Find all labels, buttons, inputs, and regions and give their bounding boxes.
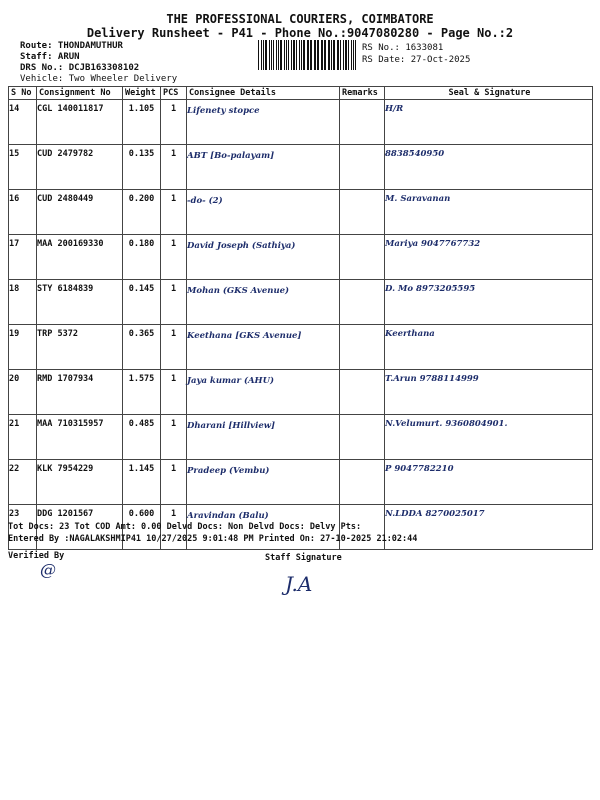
barcode-bar (303, 40, 304, 70)
barcode-bar (324, 40, 325, 70)
barcode-bar (353, 40, 354, 70)
cell-signature: T.Arun 9788114999 (385, 370, 593, 415)
cell-consignment: KLK 7954229 (37, 460, 123, 505)
cell-consignment: RMD 1707934 (37, 370, 123, 415)
table-row (9, 460, 593, 505)
cell-weight: 0.180 (123, 235, 161, 280)
table-row (9, 370, 593, 415)
totals-line: Tot Docs: 23 Tot COD Amt: 0.00 Delvd Docs: Non Delvd Docs: Delvy Pts: (8, 522, 362, 532)
route-label: Route: THONDAMUTHUR (20, 41, 123, 51)
cell-consignment: TRP 5372 (37, 325, 123, 370)
cell-remarks (340, 415, 385, 460)
cell-sno: 20 (9, 370, 37, 415)
cell-sno: 22 (9, 460, 37, 505)
table-row (9, 415, 593, 460)
col-weight: Weight (123, 87, 161, 100)
barcode-bar (273, 40, 274, 70)
cell-signature: H/R (385, 100, 593, 145)
staff-signature-label: Staff Signature (265, 553, 342, 563)
cell-sno: 15 (9, 145, 37, 190)
barcode-bar (269, 40, 270, 70)
barcode-bar (271, 40, 272, 70)
cell-consignee: -do- (2) (187, 190, 340, 235)
cell-pcs: 1 (161, 505, 187, 550)
barcode-bar (333, 40, 334, 70)
cell-weight: 0.135 (123, 145, 161, 190)
company-name: THE PROFESSIONAL COURIERS, COIMBATORE (166, 12, 434, 26)
cell-signature: Keerthana (385, 325, 593, 370)
staff-label: Staff: ARUN (20, 52, 80, 62)
barcode-bar (307, 40, 308, 70)
staff-signature-mark: J.A (285, 572, 313, 596)
barcode-bar (340, 40, 341, 70)
cell-pcs: 1 (161, 415, 187, 460)
barcode-bar (280, 40, 282, 70)
barcode-bar (314, 40, 315, 70)
barcode-bar (299, 40, 300, 70)
table-header-row (9, 87, 593, 100)
cell-consignee: ABT [Bo-palayam] (187, 145, 340, 190)
cell-consignee: Dharani [Hillview] (187, 415, 340, 460)
cell-pcs: 1 (161, 280, 187, 325)
cell-consignment: STY 6184839 (37, 280, 123, 325)
cell-remarks (340, 370, 385, 415)
cell-pcs: 1 (161, 100, 187, 145)
barcode-bar (293, 40, 295, 70)
cell-sno: 17 (9, 235, 37, 280)
table-row (9, 325, 593, 370)
barcode-bar (321, 40, 322, 70)
barcode-bar (288, 40, 289, 70)
barcode-bar (318, 40, 319, 70)
cell-weight: 1.145 (123, 460, 161, 505)
cell-remarks (340, 145, 385, 190)
cell-weight: 0.145 (123, 280, 161, 325)
table-row (9, 190, 593, 235)
cell-signature: 8838540950 (385, 145, 593, 190)
table-row (9, 280, 593, 325)
barcode-bar (301, 40, 302, 70)
barcode-bar (308, 40, 309, 70)
cell-sno: 16 (9, 190, 37, 235)
cell-signature: P 9047782210 (385, 460, 593, 505)
cell-pcs: 1 (161, 370, 187, 415)
rs-number: RS No.: 1633081 (362, 43, 444, 53)
cell-consignee: Lifenety stopce (187, 100, 340, 145)
col-pcs: PCS (161, 87, 187, 100)
verified-by-label: Verified By (8, 551, 65, 561)
cell-consignee: Keethana [GKS Avenue] (187, 325, 340, 370)
verified-signature-mark: @ (40, 560, 56, 579)
cell-remarks (340, 100, 385, 145)
cell-sno: 14 (9, 100, 37, 145)
cell-signature: N.LDDA 8270025017 (385, 505, 593, 550)
cell-consignee: Aravindan (Balu) (187, 505, 340, 550)
barcode-bar (338, 40, 339, 70)
cell-weight: 0.365 (123, 325, 161, 370)
barcode-bar (325, 40, 326, 70)
cell-consignee: Jaya kumar (AHU) (187, 370, 340, 415)
barcode-bar (291, 40, 292, 70)
barcode-bar (296, 40, 297, 70)
table-row (9, 100, 593, 145)
cell-pcs: 1 (161, 145, 187, 190)
table-row (9, 235, 593, 280)
col-remarks: Remarks (340, 87, 385, 100)
runsheet-subtitle: Delivery Runsheet - P41 - Phone No.:9047080280 - Page No.:2 (86, 26, 514, 40)
cell-pcs: 1 (161, 460, 187, 505)
cell-signature: Mariya 9047767732 (385, 235, 593, 280)
col-signature: Seal & Signature (385, 87, 593, 100)
cell-sno: 18 (9, 280, 37, 325)
drs-label: DRS No.: DCJB163308102 (20, 63, 140, 73)
entered-by-line: Entered By :NAGALAKSHMIP41 10/27/2025 9:01:48 PM Printed On: 27-10-2025 21:02:44 (8, 534, 418, 544)
barcode-bar (337, 40, 338, 70)
cell-sno: 21 (9, 415, 37, 460)
barcode-bar (348, 40, 349, 70)
barcode-bar (284, 40, 285, 70)
barcode-bar (351, 40, 352, 70)
cell-remarks (340, 325, 385, 370)
barcode-bar (355, 40, 356, 70)
cell-weight: 0.485 (123, 415, 161, 460)
barcode-bar (345, 40, 347, 70)
barcode-bar (258, 40, 259, 70)
cell-signature: N.Velumurt. 9360804901. (385, 415, 593, 460)
col-consignment: Consignment No (37, 87, 123, 100)
barcode-bar (328, 40, 330, 70)
cell-remarks (340, 280, 385, 325)
cell-consignment: CGL 140011817 (37, 100, 123, 145)
barcode-bar (310, 40, 312, 70)
barcode-bar (286, 40, 287, 70)
cell-weight: 0.200 (123, 190, 161, 235)
table-row (9, 145, 593, 190)
barcode-bar (317, 40, 318, 70)
cell-pcs: 1 (161, 190, 187, 235)
rs-date: RS Date: 27-Oct-2025 (362, 55, 471, 65)
barcode-bar (261, 40, 262, 70)
cell-signature: M. Saravanan (385, 190, 593, 235)
cell-remarks (340, 190, 385, 235)
col-sno: S No (9, 87, 37, 100)
cell-remarks (340, 460, 385, 505)
col-consignee: Consignee Details (187, 87, 340, 100)
barcode-bar (331, 40, 332, 70)
barcode-bar (276, 40, 277, 70)
cell-signature: D. Mo 8973205595 (385, 280, 593, 325)
cell-consignment: CUD 2480449 (37, 190, 123, 235)
cell-consignee: David Joseph (Sathiya) (187, 235, 340, 280)
cell-weight: 1.575 (123, 370, 161, 415)
cell-sno: 23 (9, 505, 37, 550)
cell-pcs: 1 (161, 325, 187, 370)
cell-sno: 19 (9, 325, 37, 370)
barcode (258, 40, 358, 70)
cell-consignee: Mohan (GKS Avenue) (187, 280, 340, 325)
cell-consignment: MAA 710315957 (37, 415, 123, 460)
cell-weight: 1.105 (123, 100, 161, 145)
vehicle-label: Vehicle: Two Wheeler Delivery (20, 74, 178, 84)
runsheet-table (8, 86, 593, 550)
cell-weight: 0.600 (123, 505, 161, 550)
barcode-bar (278, 40, 279, 70)
barcode-bar (343, 40, 344, 70)
cell-consignment: CUD 2479782 (37, 145, 123, 190)
barcode-bar (265, 40, 267, 70)
barcode-bar (263, 40, 264, 70)
cell-pcs: 1 (161, 235, 187, 280)
cell-consignment: MAA 200169330 (37, 235, 123, 280)
cell-consignee: Pradeep (Vembu) (187, 460, 340, 505)
cell-consignment: DDG 1201567 (37, 505, 123, 550)
cell-remarks (340, 235, 385, 280)
